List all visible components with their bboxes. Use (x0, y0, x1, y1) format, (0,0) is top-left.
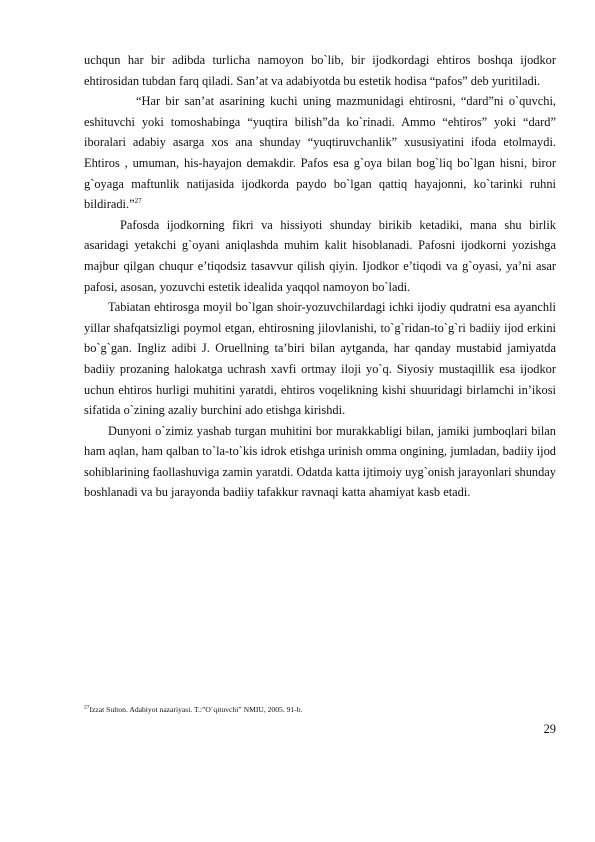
paragraph-5: Dunyoni o`zimiz yashab turgan muhitini bor murakkabligi bilan, jamiki jumboqlari bilan ham aqlan, ham qalban to`la-to`kis idrok etishga urinish omma ongining, jumladan, badiiy ijod sohiblarining faollashuviga zamin yaratdi. Odatda katta ijtimoiy uyg`onish jarayonlari shunday boshlanadi va bu jarayonda badiiy tafakkur ravnaqi katta ahamiyat kasb etadi. (84, 423, 556, 500)
paragraph-2-quote (84, 91, 556, 215)
paragraph-3: Pafosda ijodkorning fikri va hissiyoti shunday birikib ketadiki, mana shu birlik asaridagi yetakchi g`oyani aniqlashda muhim kalit hisoblanadi. Pafosni ijodkorni yozishga majbur qilgan chuqur e’tiqodsiz tasavvur qilish qiyin. Ijodkor e’tiqodi va g`oyasi, ya’ni asar pafosi, asosan, yozuvchi estetik idealida yaqqol namoyon bo`ladi. (84, 217, 556, 294)
footnote-text: Izzat Sulton. Adabiyot nazariyasi. T.:”O`qituvchi” NMIU, 2005. 91-b. (89, 705, 303, 714)
paragraph-2-text: “Har bir san’at asarining kuchi uning mazmunidagi ehtirosni, “dard”ni o`quvchi, eshituvchi yoki tomoshabinga “yuqtira bilish”da ko`rinadi. Ammo “ehtiros” yoki “dard” iboralari adabiy asarga xos ana shunday “yuqtiruvchanlik” xususiyatini ifoda etolmaydi. Ehtiros , umuman, his-hayajon demakdir. Pafos esa g`oya bilan bog`liq bo`lgan hisni, biror g`oyaga maftunlik natijasida ijodkorda paydo bo`lgan qattiq hayajonni, ko`tarinki ruhni bildiradi.” (84, 94, 556, 212)
footnote (84, 705, 556, 715)
paragraph-1: uchqun har bir adibda turlicha namoyon bo`lib, bir ijodkordagi ehtiros boshqa ijodkor ehtirosidan tubdan farq qiladi. San’at va adabiyotda bu estetik hodisa “pafos” deb yuritiladi. (84, 53, 556, 88)
footnote-reference[interactable]: 27 (134, 197, 142, 206)
footnote-number: 27 (84, 704, 90, 711)
paragraph-4: Tabiatan ehtirosga moyil bo`lgan shoir-yozuvchilardagi ichki ijodiy qudratni esa ayanchli yillar shafqatsizligi poymol etgan, ehtirosning jilovlanishi, to`g`ridan-to`g`ri badiiy ijod erkini bo`g`gan. Ingliz adibi J. Oruellning ta’biri bilan aytganda, har qanday mustabid jamiyatda badiiy prozaning halokatga uchrash xavfi ortmay iloji yo`q. Siyosiy mustaqillik esa ijodkor uchun ehtiros hurligi muhitini yaratdi, ehtiros voqelikning kishi shuuridagi birlamchi in’ikosi sifatida o`zining azaliy burchini ado etishga kirishdi. (84, 300, 556, 418)
page-number: 29 (543, 722, 556, 736)
page-body (84, 50, 556, 503)
footnote-area (84, 705, 556, 715)
